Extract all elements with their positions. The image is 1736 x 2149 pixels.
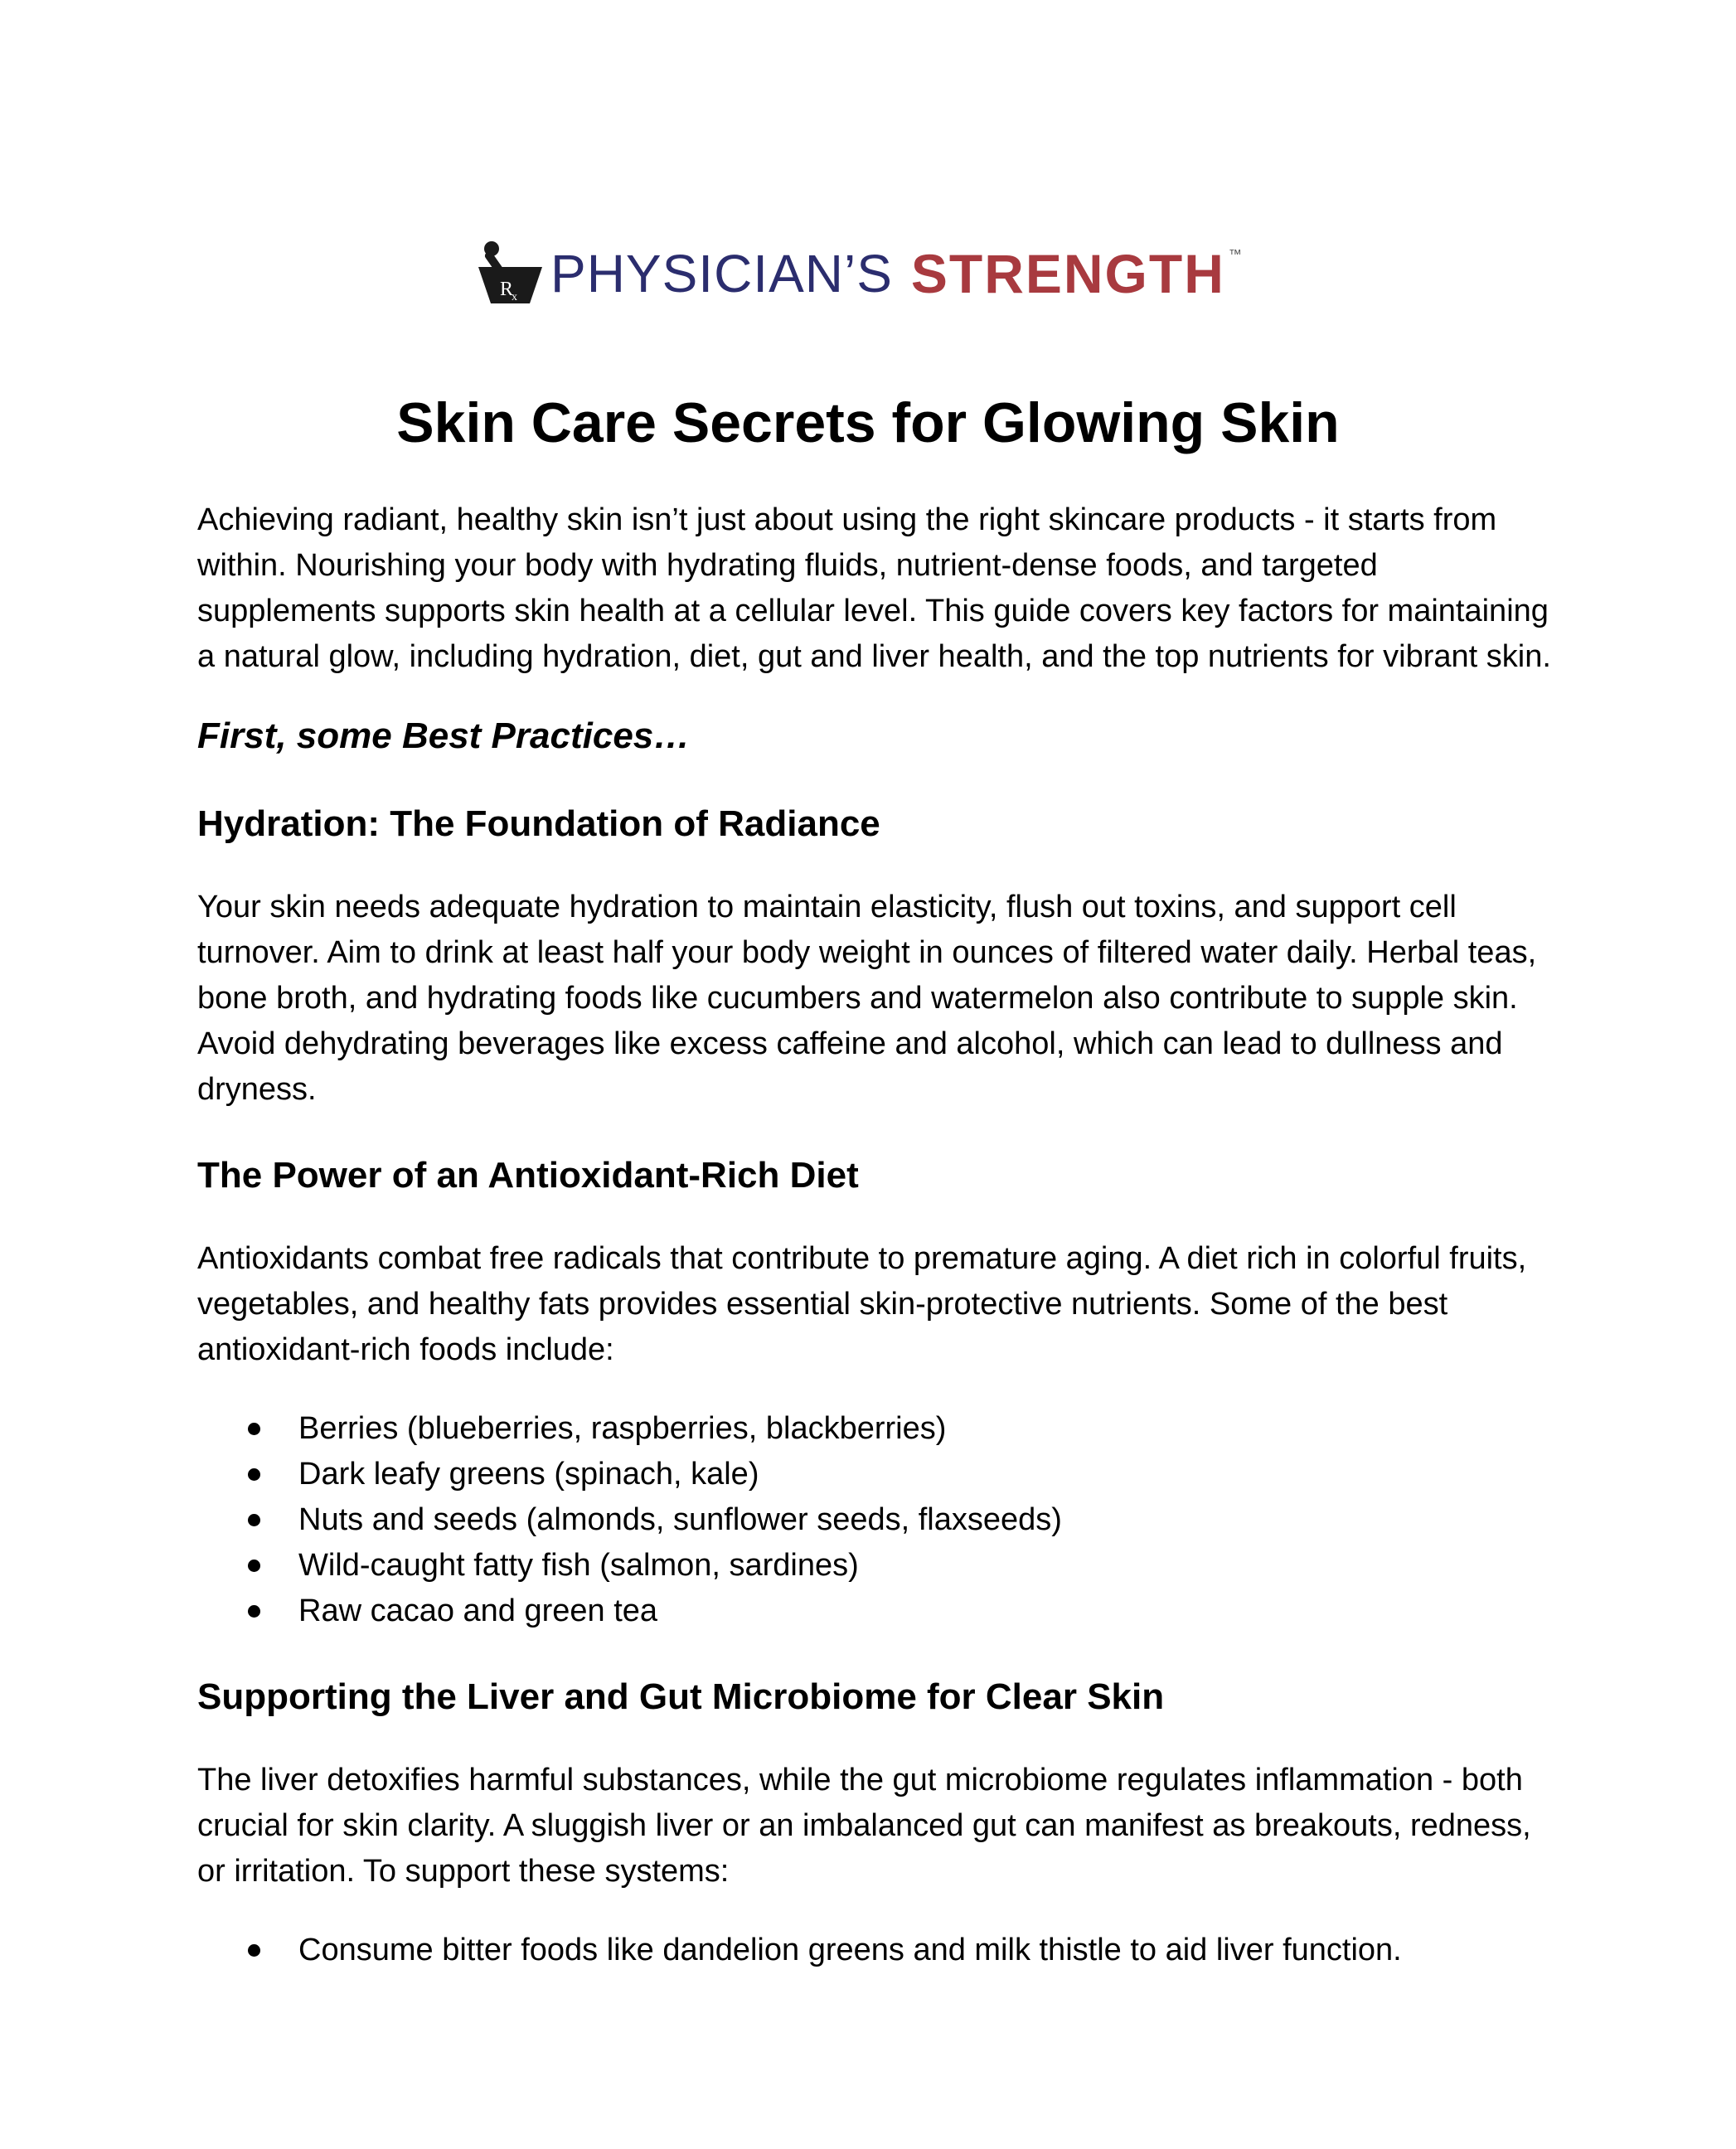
liver-gut-tips-list [197,1928,1557,1973]
section-body-antioxidant: Antioxidants combat free radicals that contribute to premature aging. A diet rich in colorful fruits, vegetables, and healthy fats provides essential skin-protective nutrients. Some of the best antioxidant-rich foods include: [197,1241,1527,1367]
list-item: Consume bitter foods like dandelion greens and milk thistle to aid liver function. [197,1928,1557,1973]
brand-name-primary: PHYSICIAN’S [550,244,893,303]
mortar-and-pestle-rx-icon [475,240,546,307]
bullet-dot [248,1944,260,1957]
list-item: Dark leafy greens (spinach, kale) [197,1452,1557,1497]
bullet-dot [248,1468,260,1481]
list-item: Wild-caught fatty fish (salmon, sardines) [197,1543,1557,1589]
page-title: Skin Care Secrets for Glowing Skin [396,391,1340,454]
section-heading-antioxidant: The Power of an Antioxidant-Rich Diet [197,1155,859,1196]
bullet-dot [248,1605,260,1618]
svg-text:x: x [512,291,517,303]
list-item: Raw cacao and green tea [197,1589,1557,1634]
section-heading-hydration: Hydration: The Foundation of Radiance [197,803,880,844]
brand-name-accent: STRENGTH [910,243,1225,304]
bullet-dot [248,1560,260,1572]
list-item: Berries (blueberries, raspberries, blackberries) [197,1406,1557,1452]
best-practices-subheading: First, some Best Practices… [197,716,691,756]
intro-paragraph: Achieving radiant, healthy skin isn’t just about using the right skincare products - it starts from within. Nourishing your body with hydrating fluids, nutrient-dense foods, and targeted supplements supports skin health at a cellular level. This guide covers key factors for maintaining a natural glow, including hydration, diet, gut and liver health, and the top nutrients for vibrant skin. [197,502,1551,674]
section-body-hydration: Your skin needs adequate hydration to maintain elasticity, flush out toxins, and support cell turnover. Aim to drink at least half your body weight in ounces of filtered water daily. Herbal teas, bone broth, and hydrating foods like cucumbers and watermelon also contribute to supple skin. Avoid dehydrating beverages like excess caffeine and alcohol, which can lead to dullness and dryness. [197,890,1537,1107]
brand-logo [475,236,1242,311]
section-body-liver-gut: The liver detoxifies harmful substances, while the gut microbiome regulates inflammation - both crucial for skin clarity. A sluggish liver or an imbalanced gut can manifest as breakouts, redness, or irritation. To support these systems: [197,1763,1531,1889]
section-heading-liver-gut: Supporting the Liver and Gut Microbiome for Clear Skin [197,1676,1165,1717]
list-item: Nuts and seeds (almonds, sunflower seeds, flaxseeds) [197,1497,1557,1543]
trademark-symbol: ™ [1228,248,1242,262]
document-body [197,497,1557,1973]
svg-text:R: R [500,279,514,300]
antioxidant-foods-list [197,1406,1557,1634]
bullet-dot [248,1423,260,1435]
bullet-dot [248,1514,260,1526]
